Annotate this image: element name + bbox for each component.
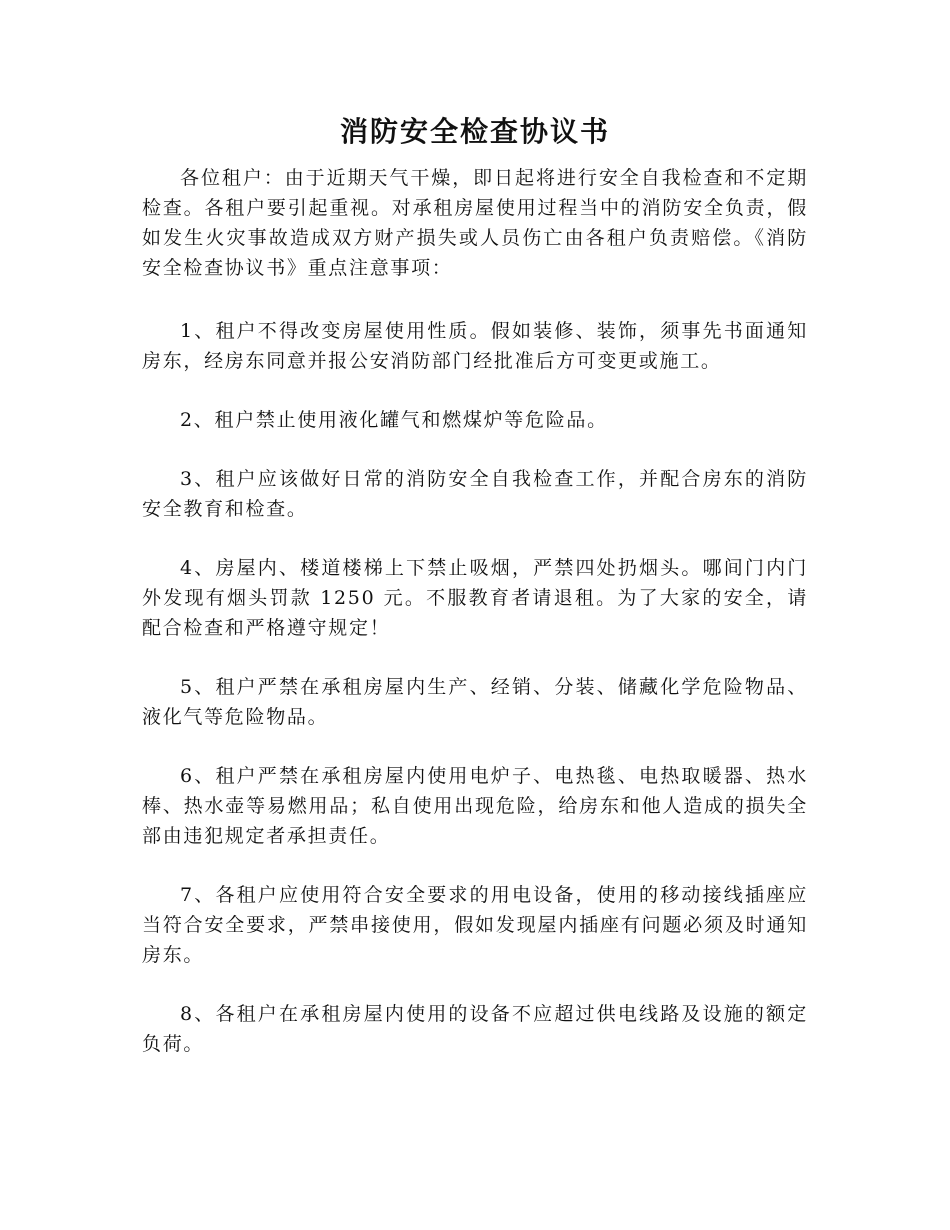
document-title: 消防安全检查协议书 xyxy=(339,115,610,148)
clause-7: 7、各租户应使用符合安全要求的用电设备，使用的移动接线插座应当符合安全要求，严禁串接使用，假如发现屋内插座有问题必须及时通知房东。 xyxy=(142,884,808,966)
clause-1: 1、租户不得改变房屋使用性质。假如装修、装饰，须事先书面通知房东，经房东同意并报公安消防部门经批准后方可变更或施工。 xyxy=(142,320,808,372)
clause-2: 2、租户禁止使用液化罐气和燃煤炉等危险品。 xyxy=(180,409,608,431)
clause-5: 5、租户严禁在承租房屋内生产、经销、分装、储藏化学危险物品、液化气等危险物品。 xyxy=(142,676,808,728)
clause-8: 8、各租户在承租房屋内使用的设备不应超过供电线路及设施的额定负荷。 xyxy=(142,1003,808,1055)
document-page xyxy=(142,112,808,1088)
clause-6: 6、租户严禁在承租房屋内使用电炉子、电热毯、电热取暖器、热水棒、热水壶等易燃用品；私自使用出现危险，给房东和他人造成的损失全部由违犯规定者承担责任。 xyxy=(142,765,808,847)
intro-paragraph: 各位租户：由于近期天气干燥，即日起将进行安全自我检查和不定期检查。各租户要引起重视。对承租房屋使用过程当中的消防安全负责，假如发生火灾事故造成双方财产损失或人员伤亡由各租户负责赔偿。《消防安全检查协议书》重点注意事项： xyxy=(142,167,808,279)
clause-4: 4、房屋内、楼道楼梯上下禁止吸烟，严禁四处扔烟头。哪间门内门外发现有烟头罚款 1250 元。不服教育者请退租。为了大家的安全，请配合检查和严格遵守规定！ xyxy=(142,557,808,639)
clause-3: 3、租户应该做好日常的消防安全自我检查工作，并配合房东的消防安全教育和检查。 xyxy=(142,468,808,520)
